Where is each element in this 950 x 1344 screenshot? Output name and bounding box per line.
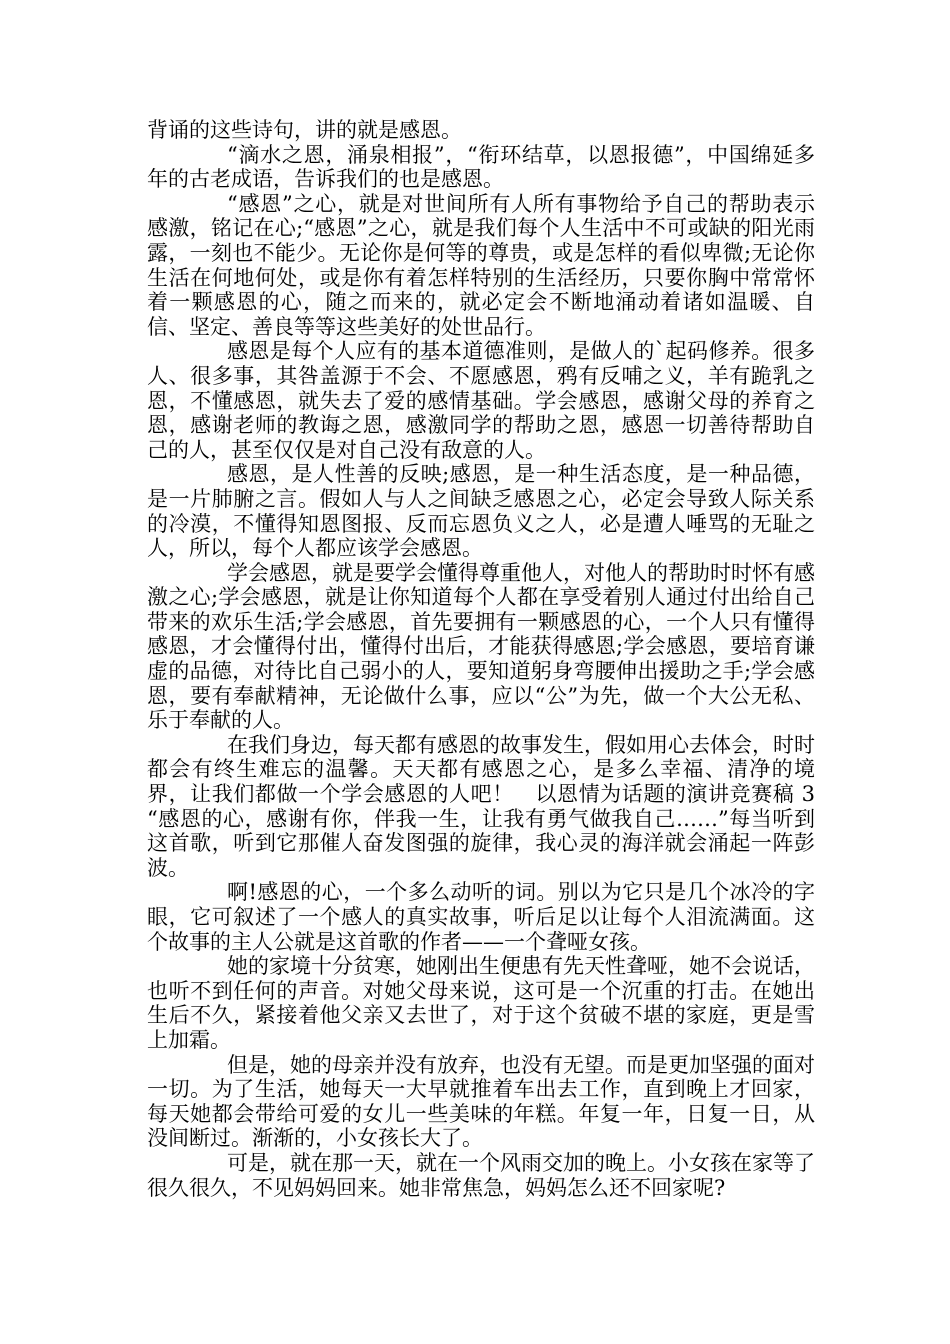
paragraph: 背诵的这些诗句，讲的就是感恩。 — [147, 118, 462, 142]
paragraph: 但是，她的母亲并没有放弃，也没有无望。而是更加坚强的面对一切。为了生活，她每天一大早就推着车出去工作，直到晚上才回家，每天她都会带给可爱的女儿一些美味的年糕。年复一年，日复一日，从没间断过。渐渐的，小女孩长大了。 — [147, 1052, 815, 1151]
document-body — [147, 118, 843, 1200]
paragraph: 学会感恩，就是要学会懂得尊重他人，对他人的帮助时时怀有感激之心;学会感恩，就是让你知道每个人都在享受着别人通过付出给自己带来的欢乐生活;学会感恩，首先要拥有一颗感恩的心，一个人只有懂得感恩，才会懂得付出，懂得付出后，才能获得感恩;学会感恩，要培育谦虚的品德，对待比自己弱小的人，要知道躬身弯腰伸出援助之手;学会感恩，要有奉献精神，无论做什么事，应以“公”为先，做一个大公无私、乐于奉献的人。 — [147, 560, 815, 733]
paragraph: “感恩”之心，就是对世间所有人所有事物给予自己的帮助表示感激，铭记在心;“感恩”之心，就是我们每个人生活中不可或缺的阳光雨露，一刻也不能少。无论你是何等的尊贵，或是怎样的看似卑微;无论你生活在何地何处，或是你有着怎样特别的生活经历，只要你胸中常常怀着一颗感恩的心，随之而来的，就必定会不断地涌动着诸如温暖、自信、坚定、善良等等这些美好的处世品行。 — [147, 191, 815, 339]
paragraph: “滴水之恩，涌泉相报”，“衔环结草，以恩报德”，中国绵延多年的古老成语，告诉我们的也是感恩。 — [147, 142, 815, 192]
paragraph: 啊!感恩的心，一个多么动听的词。别以为它只是几个冰冷的字眼，它可叙述了一个感人的真实故事，听后足以让每个人泪流满面。这个故事的主人公就是这首歌的作者——一个聋哑女孩。 — [147, 880, 815, 954]
paragraph: 感恩，是人性善的反映;感恩，是一种生活态度，是一种品德，是一片肺腑之言。假如人与人之间缺乏感恩之心，必定会导致人际关系的冷漠，不懂得知恩图报、反而忘恩负义之人，必是遭人唾骂的无耻之人，所以，每个人都应该学会感恩。 — [147, 462, 815, 561]
paragraph: 她的家境十分贫寒，她刚出生便患有先天性聋哑，她不会说话，也听不到任何的声音。对她父母来说，这可是一个沉重的打击。在她出生后不久，紧接着他父亲又去世了，对于这个贫破不堪的家庭，更是雪上加霜。 — [147, 954, 815, 1052]
paragraph: 感恩是每个人应有的基本道德准则，是做人的`起码修养。很多人、很多事，其咎盖源于不会、不愿感恩，鸦有反哺之义，羊有跪乳之恩，不懂感恩，就失去了爱的感情基础。学会感恩，感谢父母的养育之恩，感谢老师的教诲之恩，感激同学的帮助之恩，感恩一切善待帮助自己的人，甚至仅仅是对自己没有敌意的人。 — [147, 339, 815, 462]
paragraph: 在我们身边，每天都有感恩的故事发生，假如用心去体会，时时都会有终生难忘的温馨。天天都有感恩之心，是多么幸福、清净的境界，让我们都做一个学会感恩的人吧！ 以恩情为话题的演讲竞赛稿 3 “感恩的心，感谢有你，伴我一生，让我有勇气做我自己……”每当听到这首歌，听到它那催人奋发图强的旋律，我心灵的海洋就会涌起一阵彭波。 — [147, 732, 843, 880]
paragraph: 可是，就在那一天，就在一个风雨交加的晚上。小女孩在家等了很久很久，不见妈妈回来。她非常焦急，妈妈怎么还不回家呢? — [147, 1150, 815, 1200]
